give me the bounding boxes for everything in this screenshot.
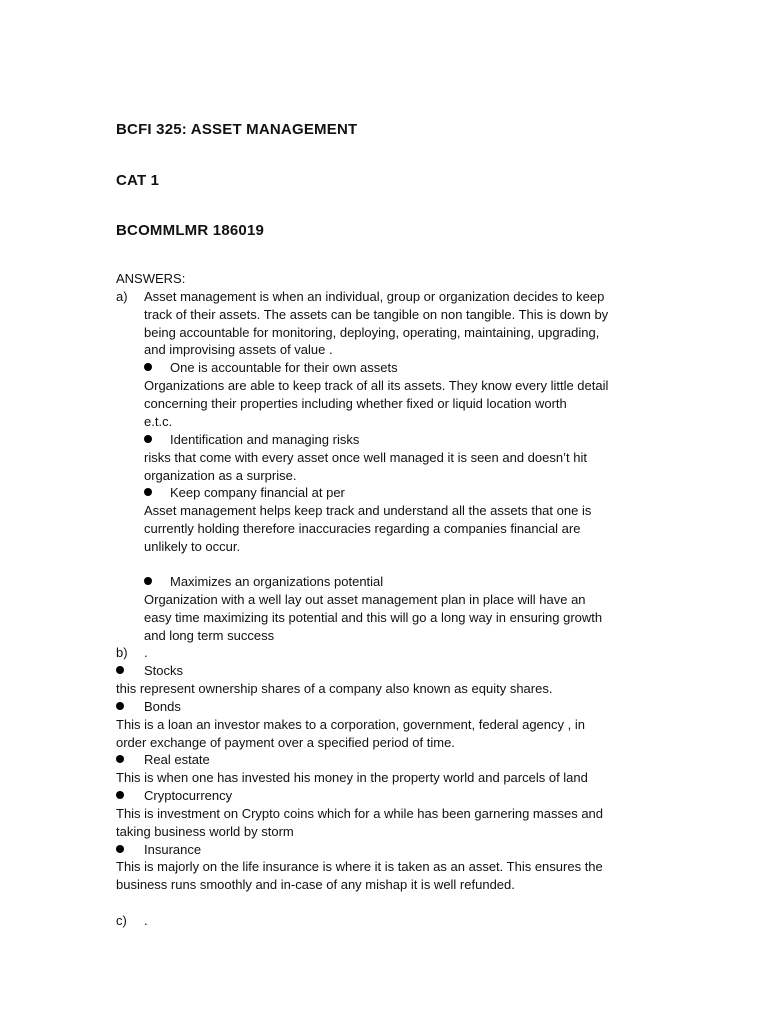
item-title: Bonds [144,699,181,714]
item-body-line: This is when one has invested his money in the property world and parcels of land [116,770,588,785]
item-title: Real estate [144,752,210,767]
point-title: One is accountable for their own assets [170,360,398,375]
answers-label: ANSWERS: [116,271,186,286]
bullet-icon [144,488,152,496]
point-body-line: currently holding therefore inaccuracies regarding a companies financial are [144,521,581,536]
bullet-icon [116,845,124,853]
part-a-intro-line: Asset management is when an individual, group or organization decides to keep [144,289,605,304]
point-title: Maximizes an organizations potential [170,574,384,589]
part-a-intro-line: and improvising assets of value . [144,342,333,357]
part-c-marker: c) [116,913,127,928]
part-b-marker: b) [116,645,128,660]
part-a-intro-line: track of their assets. The assets can be tangible on non tangible. This is down by [144,307,609,322]
point-body-line: Asset management helps keep track and understand all the assets that one is [144,503,592,518]
point-body-line: Organizations are able to keep track of all its assets. They know every little detail [144,378,609,393]
point-body-line: e.t.c. [144,414,173,429]
part-a-intro-line: being accountable for monitoring, deploying, operating, maintaining, upgrading, [144,325,600,340]
item-body-line: This is investment on Crypto coins which for a while has been garnering masses and [116,806,604,821]
part-c-text: . [144,913,148,928]
bullet-icon [116,755,124,763]
cat-title: CAT 1 [116,172,160,189]
bullet-icon [116,791,124,799]
course-title: BCFI 325: ASSET MANAGEMENT [116,121,358,138]
item-body-line: This is a loan an investor makes to a corporation, government, federal agency , in [116,717,585,732]
bullet-icon [116,702,124,710]
item-title: Stocks [144,663,184,678]
bullet-icon [144,435,152,443]
bullet-icon [144,363,152,371]
item-title: Cryptocurrency [144,788,233,803]
bullet-icon [144,577,152,585]
item-body-line: This is majorly on the life insurance is where it is taken as an asset. This ensures the [116,859,603,874]
item-body-line: taking business world by storm [116,824,294,839]
registration-number: BCOMMLMR 186019 [116,222,265,239]
bullet-icon [116,666,124,674]
point-body-line: Organization with a well lay out asset management plan in place will have an [144,592,586,607]
item-body-line: this represent ownership shares of a company also known as equity shares. [116,681,553,696]
point-body-line: unlikely to occur. [144,539,241,554]
item-title: Insurance [144,842,202,857]
part-b-text: . [144,645,148,660]
part-a-marker: a) [116,289,128,304]
point-title: Identification and managing risks [170,432,360,447]
point-body-line: easy time maximizing its potential and this will go a long way in ensuring growth [144,610,603,625]
item-body-line: order exchange of payment over a specified period of time. [116,735,455,750]
point-title: Keep company financial at per [170,485,345,500]
point-body-line: organization as a surprise. [144,468,297,483]
item-body-line: business runs smoothly and in-case of any mishap it is well refunded. [116,877,515,892]
point-body-line: concerning their properties including whether fixed or liquid location worth [144,396,567,411]
point-body-line: risks that come with every asset once well managed it is seen and doesn’t hit [144,450,587,465]
point-body-line: and long term success [144,628,275,643]
